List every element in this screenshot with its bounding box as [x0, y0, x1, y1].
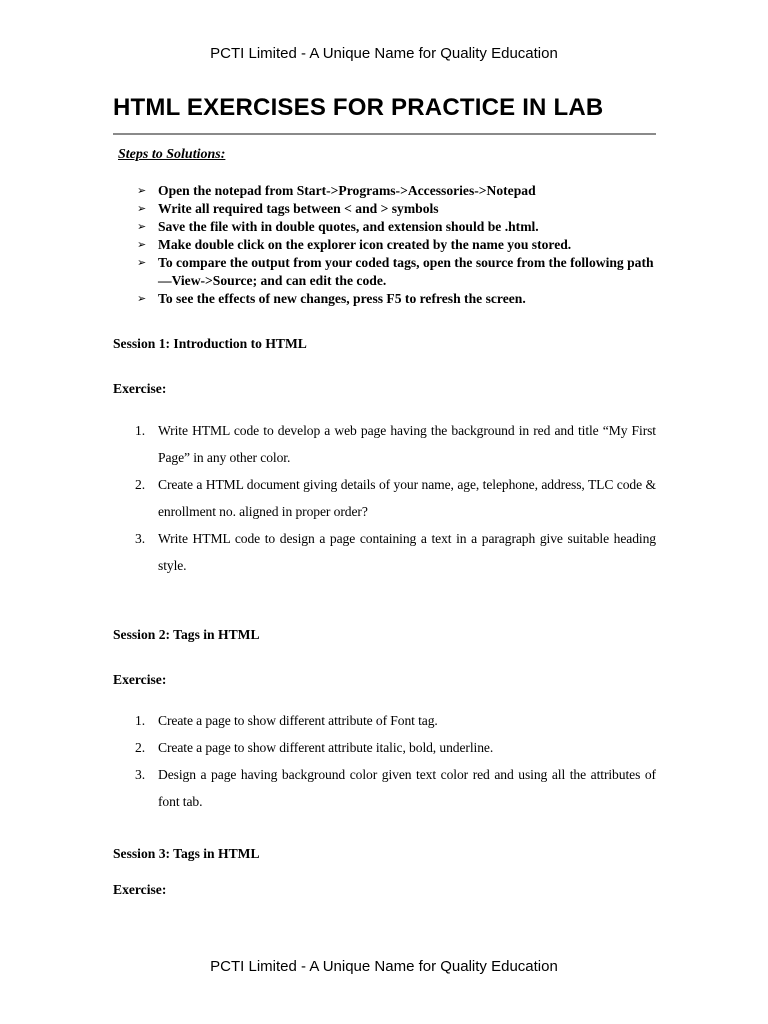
exercise-number: 1. — [135, 423, 145, 438]
step-item — [137, 200, 657, 218]
page-footer: PCTI Limited - A Unique Name for Quality Education — [210, 958, 558, 975]
exercise-item — [113, 761, 656, 815]
exercise-text: Create a page to show different attribute italic, bold, underline. — [158, 740, 494, 755]
exercise-item — [113, 417, 656, 471]
session-1-exercise-list — [113, 417, 656, 579]
exercise-text: Create a page to show different attribute of Font tag. — [158, 713, 438, 728]
exercise-item — [113, 734, 656, 761]
step-text: Make double click on the explorer icon created by the name you stored. — [158, 237, 572, 252]
session-3-title: Session 3: Tags in HTML — [113, 846, 260, 861]
step-item — [137, 254, 657, 290]
exercise-text: Write HTML code to develop a web page having the background in red and title “My First Page” in any other color. — [158, 423, 656, 465]
exercise-item — [113, 525, 656, 579]
session-2-exercise-label: Exercise: — [113, 672, 167, 687]
exercise-text: Create a HTML document giving details of your name, age, telephone, address, TLC code & enrollment no. aligned in proper order? — [158, 477, 656, 519]
step-text: Save the file with in double quotes, and extension should be .html. — [158, 219, 539, 234]
session-3-exercise-label: Exercise: — [113, 882, 167, 897]
arrow-bullet-icon: ➢ — [137, 202, 147, 215]
session-2-exercise-list — [113, 707, 656, 815]
arrow-bullet-icon: ➢ — [137, 220, 147, 233]
exercise-text: Write HTML code to design a page containing a text in a paragraph give suitable heading style. — [158, 531, 656, 573]
exercise-text: Design a page having background color given text color red and using all the attributes of font tab. — [158, 767, 656, 809]
exercise-number: 1. — [135, 713, 145, 728]
step-text: To see the effects of new changes, press F5 to refresh the screen. — [158, 291, 526, 306]
exercise-item — [113, 707, 656, 734]
arrow-bullet-icon: ➢ — [137, 256, 147, 269]
step-item — [137, 290, 657, 308]
arrow-bullet-icon: ➢ — [137, 184, 147, 197]
step-text: Write all required tags between < and > symbols — [158, 201, 439, 216]
session-1-exercise-label: Exercise: — [113, 381, 167, 396]
exercise-item — [113, 471, 656, 525]
session-2-title: Session 2: Tags in HTML — [113, 627, 260, 642]
step-text: To compare the output from your coded tags, open the source from the following path—View->Source; and can edit the code. — [158, 255, 654, 288]
exercise-number: 2. — [135, 740, 145, 755]
exercise-number: 3. — [135, 531, 145, 546]
step-item — [137, 182, 657, 200]
arrow-bullet-icon: ➢ — [137, 292, 147, 305]
step-item — [137, 218, 657, 236]
title-divider — [113, 133, 656, 135]
steps-heading: Steps to Solutions: — [118, 147, 226, 162]
step-item — [137, 236, 657, 254]
step-text: Open the notepad from Start->Programs->Accessories->Notepad — [158, 183, 536, 198]
steps-list — [137, 182, 657, 308]
page-header: PCTI Limited - A Unique Name for Quality Education — [210, 45, 558, 62]
exercise-number: 3. — [135, 767, 145, 782]
document-title: HTML EXERCISES FOR PRACTICE IN LAB — [113, 94, 604, 121]
arrow-bullet-icon: ➢ — [137, 238, 147, 251]
session-1-title: Session 1: Introduction to HTML — [113, 336, 307, 351]
exercise-number: 2. — [135, 477, 145, 492]
